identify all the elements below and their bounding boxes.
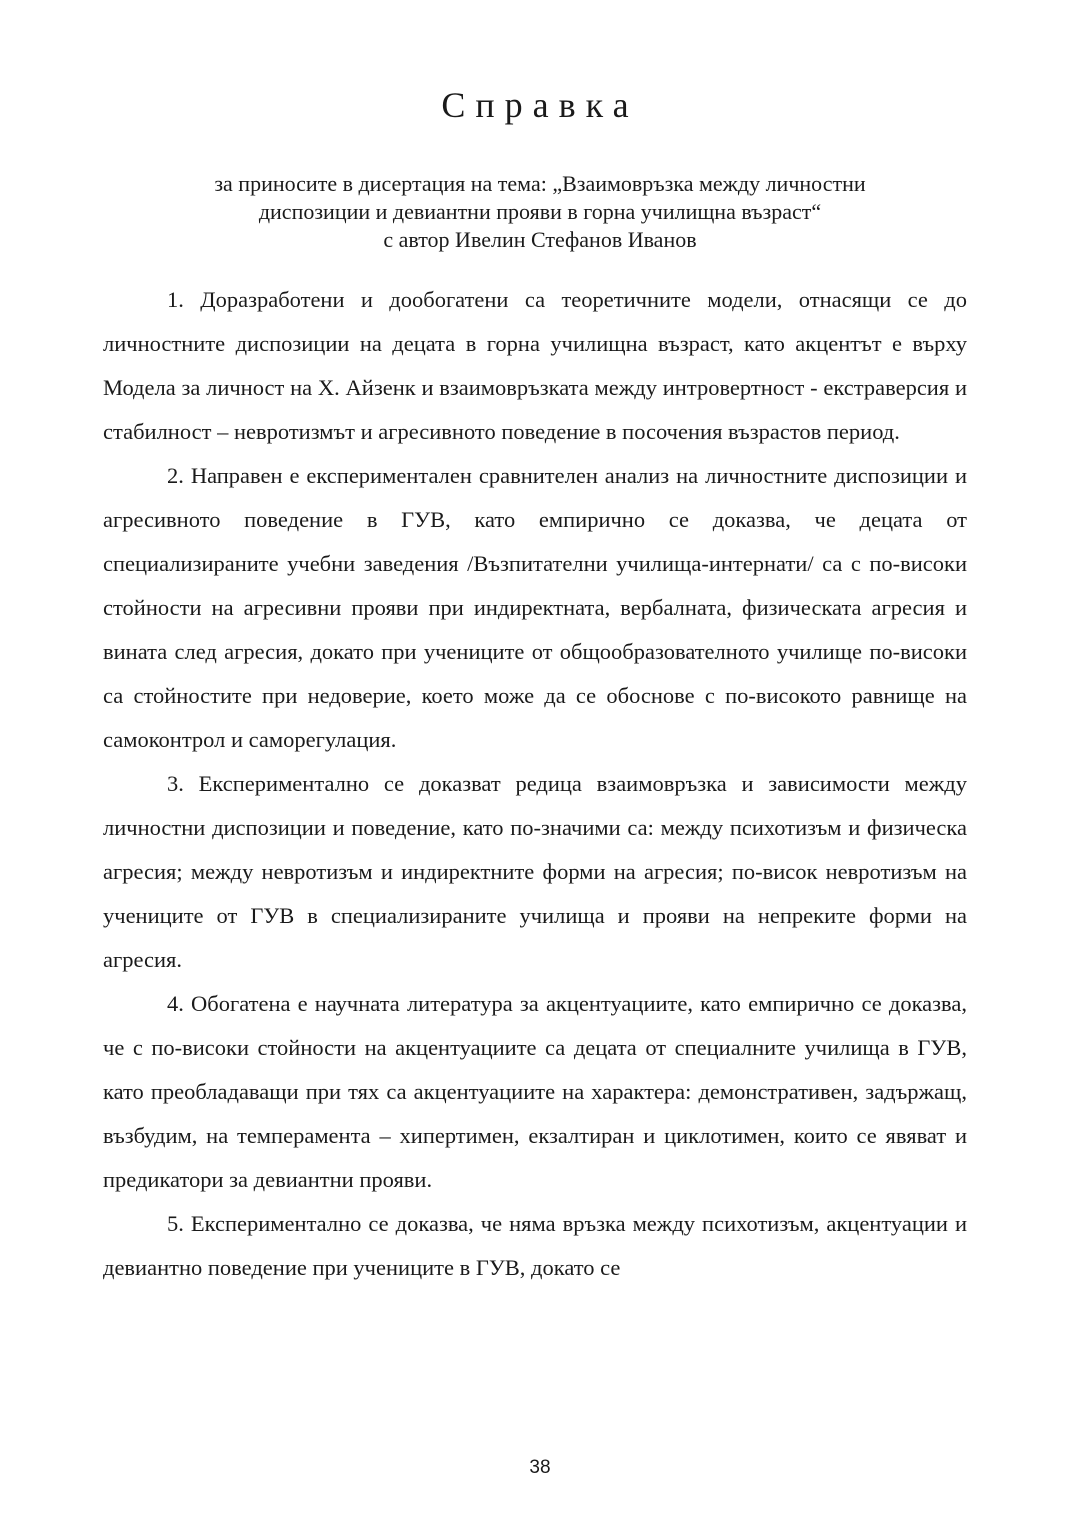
contribution-paragraph-3: 3. Експериментално се доказват редица взаимовръзка и зависимости между личностни диспозиции и поведение, като по-значими са: между психотизъм и физическа агресия; между невротизъм и индиректните форми на агресия; по-висок невротизъм на учениците от ГУВ в специализираните училища и прояви на непреките форми на агресия. (103, 771, 967, 972)
document-subtitle (130, 170, 950, 254)
contribution-paragraph-1: 1. Доразработени и дообогатени са теоретичните модели, отнасящи се до личностните диспозиции на децата в горна училищна възраст, като акцентът е върху Модела за личност на Х. Айзенк и взаимовръзката между интровертност - екстраверсия и стабилност – невротизмът и агресивното поведение в посочения възрастов период. (103, 287, 967, 444)
page-number: 38 (529, 1457, 551, 1478)
subtitle-line: с автор Ивелин Стефанов Иванов (383, 227, 697, 252)
subtitle-line: за приносите в дисертация на тема: „Взаимовръзка между личностни (214, 171, 866, 196)
document-body (103, 278, 967, 1290)
contribution-paragraph-5: 5. Експериментално се доказва, че няма връзка между психотизъм, акцентуации и девиантно поведение при учениците в ГУВ, докато се (103, 1211, 967, 1280)
contribution-paragraph-2: 2. Направен е експериментален сравнителен анализ на личностните диспозиции и агресивното поведение в ГУВ, като емпирично се доказва, че децата от специализираните учебни заведения /Възпитателни училища-интернати/ са с по-високи стойности на агресивни прояви при индиректната, вербалната, физическата агресия и вината след агресия, докато при учениците от общообразователното училище по-високи са стойностите при недоверие, което може да се обоснове с по-високото равнище на самоконтрол и саморегулация. (103, 463, 967, 752)
subtitle-line: диспозиции и девиантни прояви в горна училищна възраст“ (258, 199, 822, 224)
document-title: Справка (441, 85, 639, 125)
contribution-paragraph-4: 4. Обогатена е научната литература за акцентуациите, като емпирично се доказва, че с по-високи стойности на акцентуациите са децата от специалните училища в ГУВ, като преобладаващи при тях са акцентуациите на характера: демонстративен, задържащ, възбудим, на темперамента – хипертимен, екзалтиран и циклотимен, които се явяват и предикатори за девиантни прояви. (103, 991, 967, 1192)
